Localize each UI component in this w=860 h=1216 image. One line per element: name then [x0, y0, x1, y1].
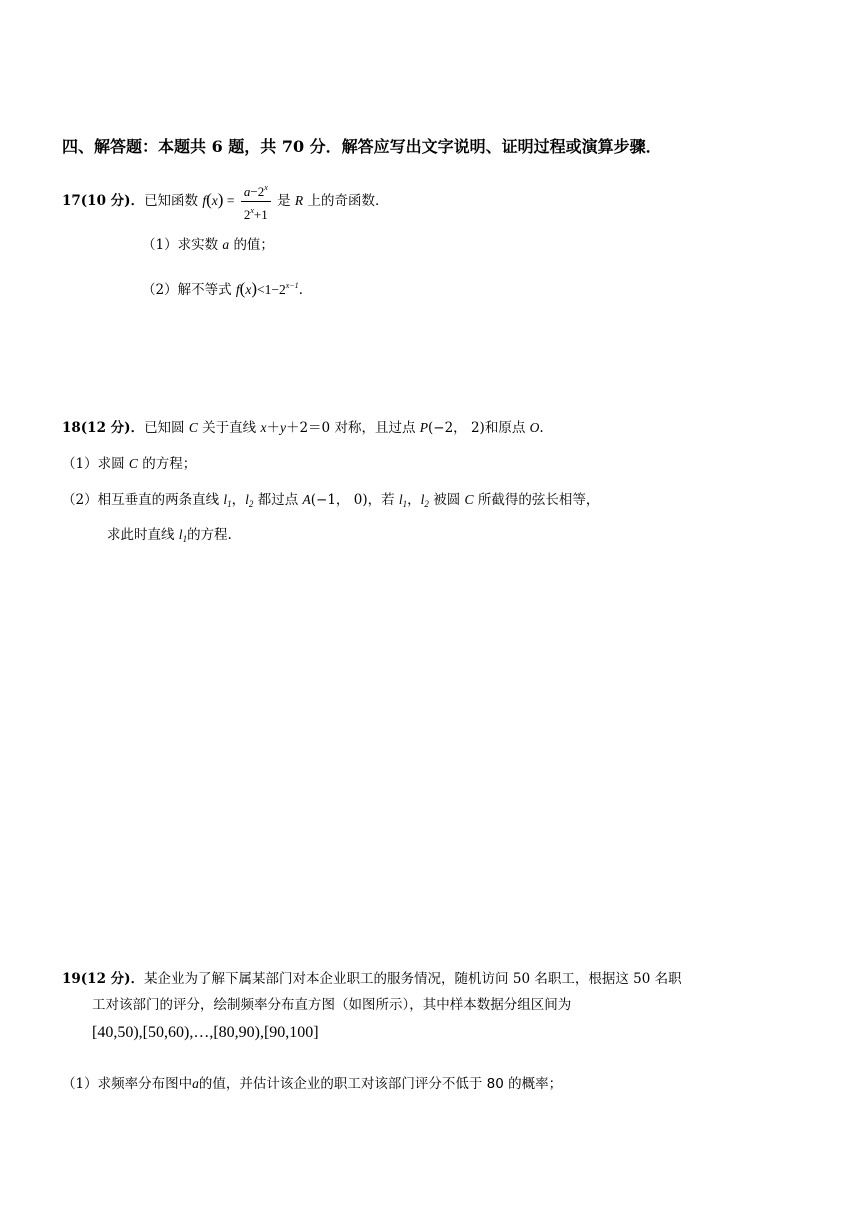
- q17-part2-f: f: [235, 282, 240, 297]
- q18-P-coords: (−2， 2): [428, 420, 485, 436]
- q18-origin-O: O: [529, 420, 540, 435]
- q18-A-coords: (−1， 0): [310, 492, 368, 508]
- q17-part1-text-a: 求实数: [177, 237, 219, 253]
- q18-text-c: 对称，且过点: [334, 420, 416, 436]
- q19-number: 19(12 分): [62, 971, 131, 987]
- q17-num-exp: x: [264, 183, 268, 193]
- q17-intro: 已知函数: [144, 193, 199, 209]
- q18-part2-line2-a: 求此时直线: [107, 527, 175, 543]
- q18-l2: $l_2$: [245, 492, 254, 509]
- q18-sep: ．: [130, 420, 145, 436]
- q17-part2-text: 解不等式: [177, 282, 232, 298]
- q19-part1: [62, 1072, 562, 1092]
- q18-comma: ，: [231, 492, 246, 508]
- q18-part1-a: 求圆: [97, 456, 125, 472]
- q17-part2-end: ．: [298, 282, 313, 298]
- q17-sep: ．: [130, 193, 145, 209]
- q17-part1-var: a: [222, 237, 230, 252]
- q18-end: .: [539, 420, 544, 436]
- q18-point-P: P: [419, 420, 428, 435]
- q17-func-f: f: [202, 193, 207, 208]
- q19-part1-b: 的值，并估计该企业的职工对该部门评分不低于 80 的概率；: [198, 1076, 563, 1092]
- q18-part2-e: 所截得的弦长相等，: [477, 492, 600, 508]
- q18-part2-label: （2）: [62, 492, 98, 508]
- q18-number: 18(12 分): [62, 420, 131, 436]
- q18-l1-final: $l_1$: [178, 527, 188, 544]
- q17-den-exp: x: [250, 206, 254, 216]
- q19-part1-var: a: [192, 1076, 199, 1091]
- q19-line1: [62, 967, 682, 987]
- q17-part2-label: （2）: [142, 282, 178, 298]
- q18-part2-C: C: [464, 492, 474, 507]
- q18-part2-line2-b: 的方程.: [187, 527, 232, 543]
- q18-text-b: 关于直线: [202, 420, 257, 436]
- q19-part1-label: （1）: [62, 1076, 98, 1092]
- q17-number: 17(10 分): [62, 193, 131, 209]
- q17-num-minus: −: [250, 184, 258, 200]
- q17-part1: [142, 233, 274, 253]
- q18-circle-C: C: [188, 420, 198, 435]
- q18-text-d: 和原点: [484, 420, 526, 436]
- q17-part2: [142, 278, 312, 299]
- q17-num-a: a: [243, 184, 251, 200]
- section-heading: 四、解答题：本题共 6 题，共 70 分．解答应写出文字说明、证明过程或演算步骤．: [62, 137, 662, 156]
- q17-part2-x: x: [245, 282, 252, 297]
- q17-statement: [62, 180, 389, 223]
- q18-part1: [62, 452, 196, 472]
- q19-part1-a: 求频率分布图中: [97, 1076, 193, 1092]
- q17-after: 是: [277, 193, 291, 209]
- q18-part2-c: ，若: [367, 492, 395, 508]
- q17-part1-text-b: 的值；: [233, 237, 274, 253]
- q17-domain: R: [294, 193, 304, 208]
- q18-part2-line2: [107, 523, 232, 544]
- q18-part2: [62, 488, 599, 509]
- q17-part1-label: （1）: [142, 237, 178, 253]
- q17-func-x: x: [211, 193, 218, 208]
- q17-numerator: [241, 180, 271, 202]
- q18-part1-label: （1）: [62, 456, 98, 472]
- q17-fraction: [241, 180, 271, 223]
- q17-den-two: 2: [243, 207, 251, 223]
- q18-l1-again: $l_1$: [398, 492, 408, 509]
- q18-rest-eq: ＋2＝0: [285, 420, 331, 436]
- q18-part2-d: 被圆: [433, 492, 461, 508]
- q17-denominator: [241, 202, 271, 223]
- q18-l1: $l_1$: [223, 492, 232, 509]
- q17-part2-rel: <1−2: [257, 282, 286, 297]
- q17-den-rest: +1: [253, 207, 268, 223]
- q18-statement: [62, 416, 544, 436]
- q18-plus: ＋: [266, 420, 280, 436]
- q17-part2-formula: $f(x)<1-2^{x-1}$: [235, 279, 299, 298]
- q19-sep: ．: [130, 971, 145, 987]
- q17-suffix: 上的奇函数．: [307, 193, 389, 209]
- q18-point-A: A: [302, 492, 311, 507]
- q19-intervals: [40,50),[50,60),…,[80,90),[90,100]: [92, 1024, 319, 1041]
- q17-num-two: 2: [257, 184, 265, 200]
- q18-comma-2: ，: [407, 492, 421, 508]
- q18-l2-again: $l_2$: [420, 492, 429, 509]
- q17-formula: f(x) = $\frac{a-2^x}{2^x+1}$: [202, 193, 277, 208]
- q18-text-a: 已知圆: [144, 420, 185, 436]
- q18-part2-a: 相互垂直的两条直线: [97, 492, 220, 508]
- q18-part2-b: 都过点: [257, 492, 299, 508]
- q18-part1-C: C: [128, 456, 138, 471]
- q18-x: x: [260, 420, 267, 435]
- q19-line1-text: 某企业为了解下属某部门对本企业职工的服务情况，随机访问 50 名职工，根据这 50 名职: [144, 971, 682, 987]
- q19-line2: 工对该部门的评分，绘制频率分布直方图（如图所示），其中样本数据分组区间为: [92, 997, 572, 1013]
- q17-part2-exp: x−1: [285, 281, 299, 290]
- q18-part1-b: 的方程；: [142, 456, 197, 472]
- q18-y: y: [279, 420, 286, 435]
- q17-equals: =: [226, 193, 235, 208]
